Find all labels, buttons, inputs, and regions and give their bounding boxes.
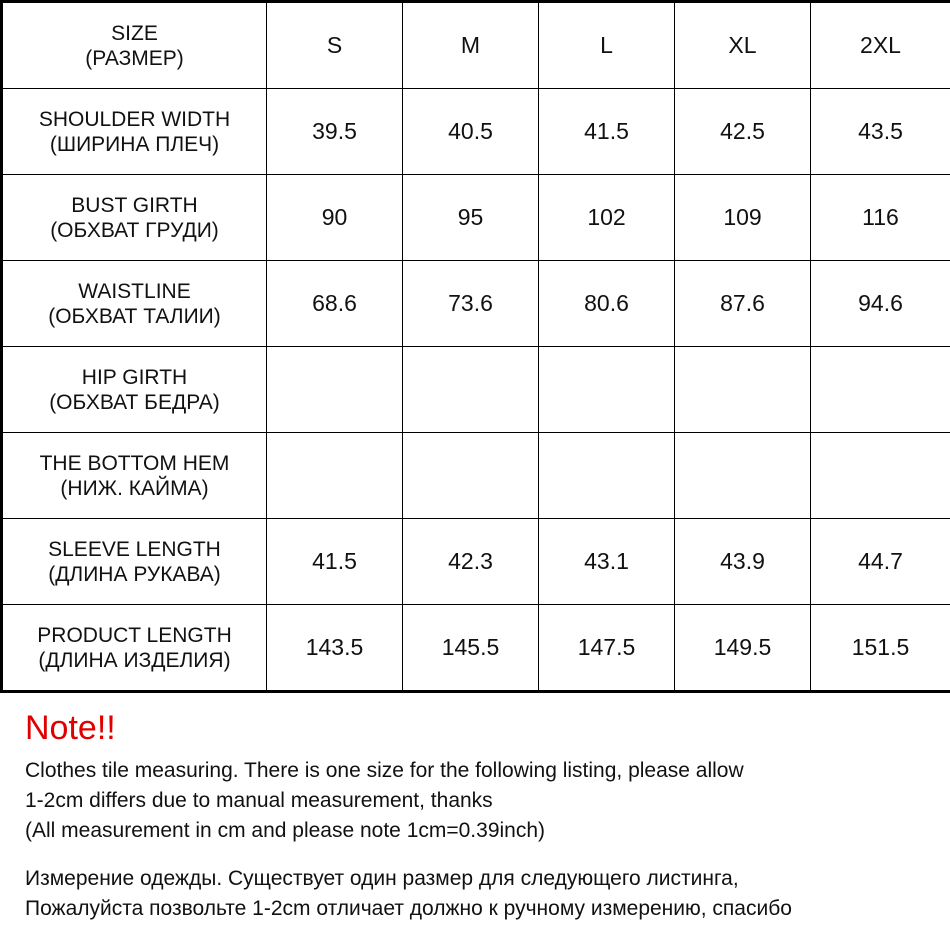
row-label-en: THE BOTTOM HEM: [39, 451, 230, 475]
table-cell: [267, 433, 403, 519]
table-row-sleeve-length: [2, 519, 950, 605]
size-header-cell: L: [539, 2, 675, 89]
size-header-cell: XL: [675, 2, 811, 89]
row-label-cell: [2, 261, 267, 347]
row-label-ru: (ШИРИНА ПЛЕЧ): [49, 132, 220, 156]
row-label-en: SHOULDER WIDTH: [38, 107, 231, 131]
table-cell: 143.5: [267, 605, 403, 692]
row-label-en: SLEEVE LENGTH: [48, 537, 221, 561]
row-label-ru: (ОБХВАТ БЕДРА): [49, 390, 220, 414]
note-russian-block: [25, 864, 940, 924]
table-cell: 68.6: [267, 261, 403, 347]
row-label-en: HIP GIRTH: [81, 365, 188, 389]
size-header-cell: 2XL: [811, 2, 950, 89]
table-cell: 42.3: [403, 519, 539, 605]
table-cell: 80.6: [539, 261, 675, 347]
note-line: (All measurement in cm and please note 1cm=0.39inch): [25, 819, 546, 842]
table-cell: 116: [811, 175, 950, 261]
size-header-cell: S: [267, 2, 403, 89]
table-row-shoulder-width: [2, 89, 950, 175]
note-line: Измерение одежды. Существует один размер для следующего листинга,: [25, 867, 739, 890]
row-label-en: PRODUCT LENGTH: [37, 623, 232, 647]
note-line: Clothes tile measuring. There is one size for the following listing, please allow: [25, 759, 744, 782]
table-cell: [539, 433, 675, 519]
table-cell: 95: [403, 175, 539, 261]
table-header-row: [2, 2, 950, 89]
row-label-ru: (ОБХВАТ ГРУДИ): [50, 218, 219, 242]
table-cell: 149.5: [675, 605, 811, 692]
table-row-bottom-hem: [2, 433, 950, 519]
note-line: Пожалуйста позвольте 1-2cm отличает должно к ручному измерению, спасибо: [25, 897, 792, 920]
table-row-product-length: [2, 605, 950, 692]
table-cell: 39.5: [267, 89, 403, 175]
row-label-cell: [2, 605, 267, 692]
row-label-ru: (ОБХВАТ ТАЛИИ): [48, 304, 221, 328]
table-cell: [403, 433, 539, 519]
note-line: 1-2cm differs due to manual measurement, thanks: [25, 789, 493, 812]
table-cell: 147.5: [539, 605, 675, 692]
table-cell: [539, 347, 675, 433]
notes-section: [25, 708, 940, 924]
row-label-cell: [2, 89, 267, 175]
row-label-cell: [2, 347, 267, 433]
row-label-en: WAISTLINE: [78, 279, 191, 303]
row-label-en: BUST GIRTH: [71, 193, 198, 217]
table-cell: 44.7: [811, 519, 950, 605]
row-label-cell: [2, 519, 267, 605]
table-cell: 41.5: [539, 89, 675, 175]
table-cell: 90: [267, 175, 403, 261]
table-cell: 40.5: [403, 89, 539, 175]
table-cell: 43.5: [811, 89, 950, 175]
table-row-waistline: [2, 261, 950, 347]
header-label-en: SIZE: [111, 21, 158, 45]
size-header-cell: M: [403, 2, 539, 89]
header-label-cell: [2, 2, 267, 89]
table-row-hip-girth: [2, 347, 950, 433]
table-cell: 145.5: [403, 605, 539, 692]
table-cell: 109: [675, 175, 811, 261]
table-cell: 73.6: [403, 261, 539, 347]
note-title: Note!!: [25, 709, 116, 747]
row-label-cell: [2, 175, 267, 261]
table-cell: 87.6: [675, 261, 811, 347]
table-cell: 102: [539, 175, 675, 261]
note-english-block: [25, 756, 940, 846]
row-label-ru: (ДЛИНА РУКАВА): [48, 562, 221, 586]
table-cell: 94.6: [811, 261, 950, 347]
table-cell: 43.9: [675, 519, 811, 605]
table-cell: [675, 347, 811, 433]
row-label-ru: (ДЛИНА ИЗДЕЛИЯ): [38, 648, 231, 672]
table-row-bust-girth: [2, 175, 950, 261]
table-cell: [811, 347, 950, 433]
row-label-ru: (НИЖ. КАЙМА): [60, 476, 209, 500]
table-cell: 43.1: [539, 519, 675, 605]
table-cell: [811, 433, 950, 519]
table-cell: 41.5: [267, 519, 403, 605]
table-cell: 151.5: [811, 605, 950, 692]
table-cell: 42.5: [675, 89, 811, 175]
table-cell: [267, 347, 403, 433]
row-label-cell: [2, 433, 267, 519]
header-label-ru: (РАЗМЕР): [85, 46, 184, 70]
table-cell: [403, 347, 539, 433]
table-cell: [675, 433, 811, 519]
